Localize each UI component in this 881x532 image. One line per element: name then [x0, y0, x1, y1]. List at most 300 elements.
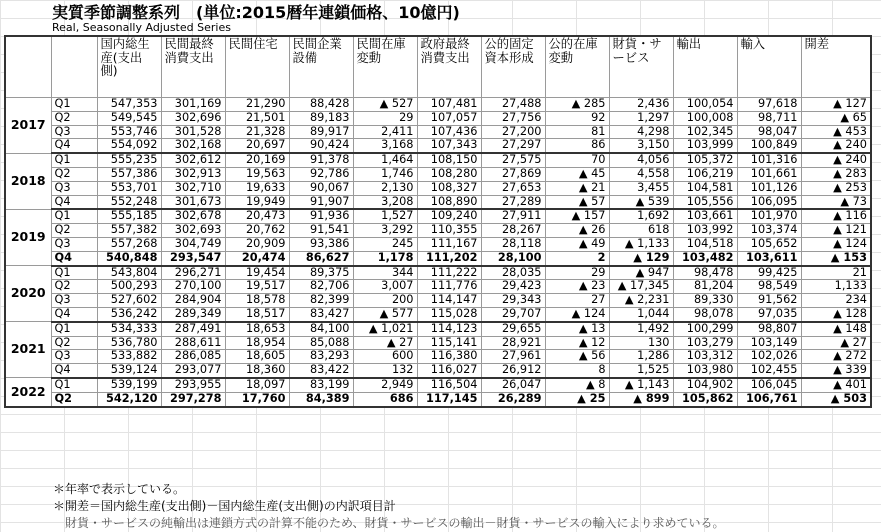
gdp-table [4, 35, 872, 408]
value-cell: 27 [545, 294, 609, 308]
value-cell: 533,882 [97, 350, 161, 364]
value-cell: 84,100 [289, 322, 353, 336]
value-cell: 536,242 [97, 307, 161, 321]
value-cell: 553,701 [97, 181, 161, 195]
quarter-cell: Q4 [51, 139, 97, 153]
value-cell: 100,299 [673, 322, 737, 336]
table-row [5, 139, 871, 153]
value-cell: 101,316 [737, 153, 801, 167]
value-cell: 97,618 [737, 98, 801, 112]
value-cell: ▲ 1,143 [609, 378, 673, 392]
value-cell: 106,095 [737, 195, 801, 209]
value-cell: ▲ 17,345 [609, 280, 673, 294]
table-row [5, 322, 871, 336]
value-cell: 21 [801, 266, 871, 280]
value-cell: 21,290 [225, 98, 289, 112]
value-cell: 103,482 [673, 251, 737, 265]
column-header: 開差 [801, 36, 871, 98]
value-cell: 105,556 [673, 195, 737, 209]
value-cell: ▲ 27 [801, 336, 871, 350]
table-row [5, 153, 871, 167]
value-cell: 17,760 [225, 392, 289, 406]
value-cell: 540,848 [97, 251, 161, 265]
value-cell: 27,911 [481, 209, 545, 223]
table-row [5, 378, 871, 392]
value-cell: 103,999 [673, 139, 737, 153]
value-cell: 81,204 [673, 280, 737, 294]
table-row [5, 336, 871, 350]
value-cell: ▲ 49 [545, 237, 609, 251]
value-cell: 287,491 [161, 322, 225, 336]
value-cell: 301,528 [161, 125, 225, 139]
value-cell: 293,547 [161, 251, 225, 265]
value-cell: 20,909 [225, 237, 289, 251]
value-cell: 20,474 [225, 251, 289, 265]
value-cell: ▲ 26 [545, 224, 609, 238]
value-cell: 19,949 [225, 195, 289, 209]
year-cell: 2018 [5, 153, 51, 209]
value-cell: 91,907 [289, 195, 353, 209]
value-cell: 29 [545, 266, 609, 280]
value-cell: 549,545 [97, 111, 161, 125]
value-cell: ▲ 127 [801, 98, 871, 112]
value-cell: 304,749 [161, 237, 225, 251]
value-cell: 109,240 [417, 209, 481, 223]
value-cell: 83,422 [289, 364, 353, 378]
value-cell: 19,633 [225, 181, 289, 195]
value-cell: 302,678 [161, 209, 225, 223]
value-cell: ▲ 21 [545, 181, 609, 195]
table-row [5, 98, 871, 112]
year-cell: 2019 [5, 209, 51, 265]
value-cell: 81 [545, 125, 609, 139]
value-cell: 27,869 [481, 167, 545, 181]
value-cell: 539,124 [97, 364, 161, 378]
column-header: 政府最終消費支出 [417, 36, 481, 98]
value-cell: 543,804 [97, 266, 161, 280]
value-cell: ▲ 148 [801, 322, 871, 336]
value-cell: 302,696 [161, 111, 225, 125]
table-row [5, 111, 871, 125]
value-cell: 98,047 [737, 125, 801, 139]
value-cell: 108,890 [417, 195, 481, 209]
value-cell: 539,199 [97, 378, 161, 392]
quarter-cell: Q3 [51, 294, 97, 308]
table-row [5, 350, 871, 364]
value-cell: 114,123 [417, 322, 481, 336]
year-cell: 2017 [5, 98, 51, 154]
value-cell: 99,425 [737, 266, 801, 280]
value-cell: 21,328 [225, 125, 289, 139]
value-cell: 104,518 [673, 237, 737, 251]
value-cell: 302,710 [161, 181, 225, 195]
value-cell: ▲ 56 [545, 350, 609, 364]
value-cell: 103,661 [673, 209, 737, 223]
value-cell: 91,541 [289, 224, 353, 238]
value-cell: 103,374 [737, 224, 801, 238]
value-cell: 1,286 [609, 350, 673, 364]
value-cell: 100,054 [673, 98, 737, 112]
value-cell: 110,355 [417, 224, 481, 238]
value-cell: 552,248 [97, 195, 161, 209]
value-cell: 234 [801, 294, 871, 308]
value-cell: 90,424 [289, 139, 353, 153]
value-cell: 3,168 [353, 139, 417, 153]
value-cell: ▲ 899 [609, 392, 673, 406]
value-cell: 86 [545, 139, 609, 153]
value-cell: 92 [545, 111, 609, 125]
value-cell: ▲ 153 [801, 251, 871, 265]
value-cell: 114,147 [417, 294, 481, 308]
value-cell: 103,992 [673, 224, 737, 238]
value-cell: 245 [353, 237, 417, 251]
value-cell: 130 [609, 336, 673, 350]
value-cell: 555,235 [97, 153, 161, 167]
note-discrepancy: ＊開差＝国内総生産(支出側)－国内総生産(支出側)の内訳項目計 [53, 499, 396, 513]
quarter-cell: Q4 [51, 364, 97, 378]
value-cell: 1,044 [609, 307, 673, 321]
value-cell: 302,612 [161, 153, 225, 167]
value-cell: ▲ 527 [353, 98, 417, 112]
table-row [5, 392, 871, 406]
value-cell: ▲ 45 [545, 167, 609, 181]
value-cell: 4,298 [609, 125, 673, 139]
value-cell: 18,517 [225, 307, 289, 321]
value-cell: 4,558 [609, 167, 673, 181]
table-row [5, 125, 871, 139]
value-cell: 1,527 [353, 209, 417, 223]
year-cell: 2020 [5, 266, 51, 322]
value-cell: ▲ 253 [801, 181, 871, 195]
value-cell: ▲ 539 [609, 195, 673, 209]
value-cell: 89,183 [289, 111, 353, 125]
column-header [51, 36, 97, 98]
value-cell: 82,399 [289, 294, 353, 308]
value-cell: 100,849 [737, 139, 801, 153]
value-cell: 83,293 [289, 350, 353, 364]
value-cell: 27,756 [481, 111, 545, 125]
quarter-cell: Q3 [51, 125, 97, 139]
value-cell: 29,655 [481, 322, 545, 336]
quarter-cell: Q3 [51, 181, 97, 195]
table-row [5, 209, 871, 223]
value-cell: 28,118 [481, 237, 545, 251]
column-header: 国内総生産(支出側) [97, 36, 161, 98]
value-cell: 289,349 [161, 307, 225, 321]
year-cell: 2022 [5, 378, 51, 407]
note-annual-rate: ＊年率で表示している。 [53, 482, 186, 496]
value-cell: 302,168 [161, 139, 225, 153]
value-cell: 286,085 [161, 350, 225, 364]
value-cell: ▲ 73 [801, 195, 871, 209]
value-cell: 102,455 [737, 364, 801, 378]
value-cell: 115,028 [417, 307, 481, 321]
footnotes [53, 481, 725, 532]
table-row [5, 294, 871, 308]
value-cell: 98,078 [673, 307, 737, 321]
value-cell: 100,008 [673, 111, 737, 125]
value-cell: ▲ 503 [801, 392, 871, 406]
value-cell: 28,100 [481, 251, 545, 265]
quarter-cell: Q3 [51, 350, 97, 364]
value-cell: 85,088 [289, 336, 353, 350]
value-cell: ▲ 65 [801, 111, 871, 125]
value-cell: 27,200 [481, 125, 545, 139]
value-cell: 555,185 [97, 209, 161, 223]
value-cell: 28,267 [481, 224, 545, 238]
value-cell: 20,697 [225, 139, 289, 153]
value-cell: ▲ 57 [545, 195, 609, 209]
value-cell: 1,178 [353, 251, 417, 265]
quarter-cell: Q4 [51, 307, 97, 321]
value-cell: ▲ 240 [801, 139, 871, 153]
value-cell: 542,120 [97, 392, 161, 406]
value-cell: ▲ 2,231 [609, 294, 673, 308]
value-cell: 103,149 [737, 336, 801, 350]
value-cell: 111,167 [417, 237, 481, 251]
value-cell: 98,711 [737, 111, 801, 125]
quarter-cell: Q2 [51, 392, 97, 406]
value-cell: 89,330 [673, 294, 737, 308]
value-cell: ▲ 947 [609, 266, 673, 280]
value-cell: ▲ 124 [801, 237, 871, 251]
value-cell: 686 [353, 392, 417, 406]
value-cell: ▲ 577 [353, 307, 417, 321]
value-cell: 27,297 [481, 139, 545, 153]
value-cell: 91,562 [737, 294, 801, 308]
table-row [5, 280, 871, 294]
column-header [5, 36, 51, 98]
value-cell: ▲ 13 [545, 322, 609, 336]
value-cell: ▲ 12 [545, 336, 609, 350]
table-row [5, 266, 871, 280]
value-cell: 557,386 [97, 167, 161, 181]
value-cell: 557,382 [97, 224, 161, 238]
value-cell: 18,360 [225, 364, 289, 378]
value-cell: ▲ 272 [801, 350, 871, 364]
value-cell: ▲ 25 [545, 392, 609, 406]
value-cell: 132 [353, 364, 417, 378]
value-cell: 116,504 [417, 378, 481, 392]
column-header: 民間在庫変動 [353, 36, 417, 98]
value-cell: 547,353 [97, 98, 161, 112]
quarter-cell: Q3 [51, 237, 97, 251]
value-cell: 288,611 [161, 336, 225, 350]
value-cell: ▲ 401 [801, 378, 871, 392]
value-cell: ▲ 23 [545, 280, 609, 294]
value-cell: 284,904 [161, 294, 225, 308]
table-row [5, 224, 871, 238]
value-cell: ▲ 157 [545, 209, 609, 223]
value-cell: 101,970 [737, 209, 801, 223]
value-cell: 111,202 [417, 251, 481, 265]
value-cell: 27,961 [481, 350, 545, 364]
value-cell: 91,936 [289, 209, 353, 223]
value-cell: 111,222 [417, 266, 481, 280]
value-cell: 108,280 [417, 167, 481, 181]
value-cell: ▲ 283 [801, 167, 871, 181]
column-header: 民間住宅 [225, 36, 289, 98]
value-cell: 107,481 [417, 98, 481, 112]
value-cell: 107,436 [417, 125, 481, 139]
value-cell: 89,917 [289, 125, 353, 139]
quarter-cell: Q1 [51, 98, 97, 112]
value-cell: 302,693 [161, 224, 225, 238]
value-cell: 103,312 [673, 350, 737, 364]
header-row [5, 36, 871, 98]
quarter-cell: Q4 [51, 195, 97, 209]
value-cell: 84,389 [289, 392, 353, 406]
value-cell: 91,378 [289, 153, 353, 167]
value-cell: 1,492 [609, 322, 673, 336]
value-cell: 536,780 [97, 336, 161, 350]
value-cell: 103,279 [673, 336, 737, 350]
value-cell: 105,862 [673, 392, 737, 406]
quarter-cell: Q1 [51, 266, 97, 280]
value-cell: 103,980 [673, 364, 737, 378]
column-header: 公的在庫変動 [545, 36, 609, 98]
value-cell: ▲ 453 [801, 125, 871, 139]
value-cell: 20,762 [225, 224, 289, 238]
value-cell: 89,375 [289, 266, 353, 280]
value-cell: 1,746 [353, 167, 417, 181]
value-cell: 101,126 [737, 181, 801, 195]
year-cell: 2021 [5, 322, 51, 378]
value-cell: 93,386 [289, 237, 353, 251]
quarter-cell: Q2 [51, 224, 97, 238]
value-cell: 554,092 [97, 139, 161, 153]
value-cell: 2 [545, 251, 609, 265]
value-cell: 21,501 [225, 111, 289, 125]
value-cell: 98,807 [737, 322, 801, 336]
value-cell: 18,653 [225, 322, 289, 336]
value-cell: 301,169 [161, 98, 225, 112]
value-cell: 527,602 [97, 294, 161, 308]
value-cell: 3,150 [609, 139, 673, 153]
column-header: 輸出 [673, 36, 737, 98]
value-cell: 18,097 [225, 378, 289, 392]
value-cell: 29 [353, 111, 417, 125]
value-cell: 27,488 [481, 98, 545, 112]
value-cell: 98,478 [673, 266, 737, 280]
column-header: 財貨・サービス [609, 36, 673, 98]
value-cell: 98,549 [737, 280, 801, 294]
value-cell: 2,949 [353, 378, 417, 392]
value-cell: 86,627 [289, 251, 353, 265]
value-cell: 106,761 [737, 392, 801, 406]
value-cell: ▲ 1,133 [609, 237, 673, 251]
value-cell: 19,563 [225, 167, 289, 181]
value-cell: 2,436 [609, 98, 673, 112]
value-cell: 90,067 [289, 181, 353, 195]
value-cell: 88,428 [289, 98, 353, 112]
value-cell: ▲ 124 [545, 307, 609, 321]
quarter-cell: Q1 [51, 153, 97, 167]
value-cell: 2,130 [353, 181, 417, 195]
value-cell: 83,199 [289, 378, 353, 392]
value-cell: 27,289 [481, 195, 545, 209]
value-cell: 553,746 [97, 125, 161, 139]
value-cell: 97,035 [737, 307, 801, 321]
quarter-cell: Q1 [51, 209, 97, 223]
value-cell: 3,292 [353, 224, 417, 238]
value-cell: ▲ 121 [801, 224, 871, 238]
value-cell: 102,026 [737, 350, 801, 364]
value-cell: 27,575 [481, 153, 545, 167]
value-cell: 557,268 [97, 237, 161, 251]
value-cell: 111,776 [417, 280, 481, 294]
value-cell: 3,208 [353, 195, 417, 209]
value-cell: 301,673 [161, 195, 225, 209]
value-cell: 8 [545, 364, 609, 378]
value-cell: 27,653 [481, 181, 545, 195]
value-cell: 200 [353, 294, 417, 308]
value-cell: 28,035 [481, 266, 545, 280]
value-cell: 20,169 [225, 153, 289, 167]
value-cell: 117,145 [417, 392, 481, 406]
table-row [5, 251, 871, 265]
column-header: 公的固定資本形成 [481, 36, 545, 98]
value-cell: 18,954 [225, 336, 289, 350]
quarter-cell: Q4 [51, 251, 97, 265]
value-cell: 18,578 [225, 294, 289, 308]
page-title: 実質季節調整系列 (単位:2015暦年連鎖価格、10億円) [52, 3, 460, 22]
table-row [5, 237, 871, 251]
value-cell: 29,343 [481, 294, 545, 308]
note-net-exports: 財貨・サービスの純輸出は連鎖方式の計算不能のため、財貨・サービスの輸出－財貨・サービスの輸入により求めている。 [53, 516, 725, 530]
value-cell: 534,333 [97, 322, 161, 336]
value-cell: 26,912 [481, 364, 545, 378]
column-header: 民間最終消費支出 [161, 36, 225, 98]
value-cell: 297,278 [161, 392, 225, 406]
value-cell: 108,327 [417, 181, 481, 195]
value-cell: 106,219 [673, 167, 737, 181]
value-cell: 1,525 [609, 364, 673, 378]
value-cell: 104,902 [673, 378, 737, 392]
value-cell: ▲ 1,021 [353, 322, 417, 336]
value-cell: 106,045 [737, 378, 801, 392]
value-cell: 116,380 [417, 350, 481, 364]
value-cell: 101,661 [737, 167, 801, 181]
value-cell: 104,581 [673, 181, 737, 195]
quarter-cell: Q1 [51, 322, 97, 336]
value-cell: 1,133 [801, 280, 871, 294]
value-cell: ▲ 116 [801, 209, 871, 223]
value-cell: 2,411 [353, 125, 417, 139]
column-header: 民間企業設備 [289, 36, 353, 98]
value-cell: 108,150 [417, 153, 481, 167]
value-cell: 82,706 [289, 280, 353, 294]
value-cell: ▲ 27 [353, 336, 417, 350]
value-cell: 116,027 [417, 364, 481, 378]
value-cell: 107,343 [417, 139, 481, 153]
value-cell: 18,605 [225, 350, 289, 364]
value-cell: 293,955 [161, 378, 225, 392]
value-cell: 19,517 [225, 280, 289, 294]
quarter-cell: Q2 [51, 167, 97, 181]
value-cell: 1,692 [609, 209, 673, 223]
table-row [5, 181, 871, 195]
value-cell: 3,007 [353, 280, 417, 294]
value-cell: 4,056 [609, 153, 673, 167]
value-cell: 1,297 [609, 111, 673, 125]
value-cell: 92,786 [289, 167, 353, 181]
quarter-cell: Q2 [51, 336, 97, 350]
value-cell: 29,707 [481, 307, 545, 321]
table-row [5, 195, 871, 209]
value-cell: 344 [353, 266, 417, 280]
value-cell: 26,047 [481, 378, 545, 392]
